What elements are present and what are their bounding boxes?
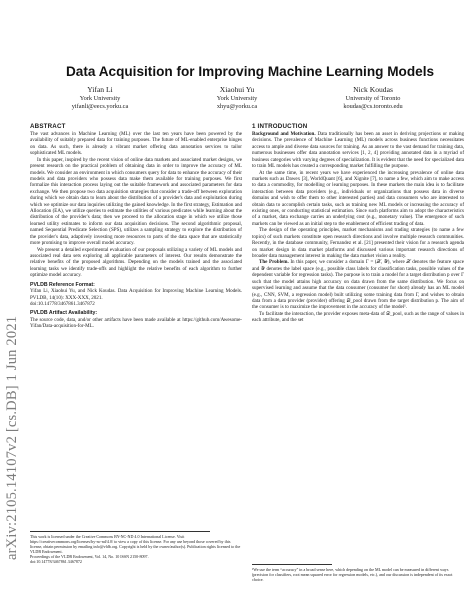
footnote-divider <box>252 564 332 565</box>
proceedings-text: Proceedings of the VLDB Endowment, Vol. 14, No. 10 ISSN 2150-8097. <box>30 554 149 560</box>
author-block <box>30 85 170 111</box>
arxiv-identifier: arXiv:2105.14107v2 [cs.DB] 1 Jun 2021 <box>4 315 20 560</box>
footnote <box>252 567 464 582</box>
footer-divider <box>30 531 210 532</box>
footnote-text: ¹We use the term “accuracy” in a broad sense here, which depending on the ML model can be measured in different ways (precision for classifiers, root mean squared error for regression models, etc.), and our discussion is independent of its exact choice. <box>252 567 453 583</box>
problem-paragraph: In this paper, we consider a domain Γ = (𝒳, 𝒴), where 𝒳 denotes the feature space and 𝒴 denotes the label space (e.g., possible class labels for classification tasks, possible values of the dependent variable for regression tasks). The purpose is to train a model for a target distribution p over Γ such that the model attains high accuracy on data drawn from the same distribution. We focus on supervised learning and assume that the data consumer (consumer for short) already has an ML model (e.g., CNN, SVM, a regression model) built utilizing some training data from Γ, and wishes to obtain data from a data provider (provider) offering 𝒟_pool drawn from the target distribution p. The aim of the consumer is to maximize the improvement in the accuracy of the model¹. <box>252 259 464 311</box>
artifact-text: The source code, data, and/or other artifacts have been made available at https://github.com/Awesome-Yifan/Data-acquisition-for-ML. <box>30 316 242 330</box>
intro-paragraph: At the same time, in recent years we have experienced the increasing prevalence of online data markets such as Dawex [3], WorldQuant [6], and Xignite [7], to name a few, which aim to make access to data a commodity, for modelling or learning purposes. In these markets the main idea is to facilitate interaction between data providers (e.g., individuals or organizations that possess data in diverse domains and wish to offer them to other interested parties) and data consumers who are interested to obtain data to accomplish certain tasks, such as training new ML models or increasing the accuracy of existing ones, or conducting statistical estimation. Since such platforms aim to adopt the characteristics of a market, data exchange carries an underlying cost (e.g., monetary value). The emergence of such markets can be viewed as an initial step to the enablement of efficient trading of data. <box>252 169 464 227</box>
author-block <box>303 85 443 111</box>
author-block <box>167 85 307 111</box>
footer-doi: doi:10.14778/3467861.3467872 <box>30 559 82 565</box>
author-name: Yifan Li <box>87 85 113 94</box>
reference-format-heading: PVLDB Reference Format: <box>30 281 95 288</box>
abstract-paragraph: We present a detailed experimental evaluation of our proposals utilizing a variety of ML models and associated real data sets exploring all applicable parameters of interest. Our results demonstrate the relative benefits of the proposed algorithms. Depending on the models trained and the associated learning tasks we identify trade-offs and highlight the relative benefits of each algorithm to further optimize model accuracy. <box>30 246 242 279</box>
introduction-heading: 1 INTRODUCTION <box>252 123 308 130</box>
author-name: Nick Koudas <box>353 85 393 94</box>
paragraph-lead: Background and Motivation. <box>252 131 316 137</box>
author-email: xhyu@yorku.ca <box>216 102 258 110</box>
abstract-heading: ABSTRACT <box>30 123 66 130</box>
abstract-paragraph: In this paper, inspired by the recent vision of online data markets and associated market designs, we present research on the practical problem of obtaining data in order to improve the accuracy of ML models. We consider an environment in which consumers query for data to enhance the accuracy of their models and data providers who possess data make them available for training purposes. We first formalize this interaction process laying out the suitable framework and associated parameters for data exchange. We then propose two data acquisition strategies that consider a trade-off between exploration during which we obtain data to learn about the distribution of a provider's data and exploitation during which we optimize our data inquiries utilizing the gained knowledge. In the first strategy, Estimation and Allocation (EA), we utilize queries to estimate the utilities of various predicates while learning about the distribution of the provider's data; then we proceed to the allocation stage in which we utilize those learned utility estimates to inform our data acquisition decisions. The second algorithmic proposal, named Sequential Predicate Selection (SPS), utilizes a sampling strategy to explore the distribution of the provider's data, adaptively investing more resources to parts of the data space that are statistically more promising to improve overall model accuracy. <box>30 156 243 247</box>
reference-format-text: Yifan Li, Xiaohui Yu, and Nick Koudas. Data Acquisition for Improving Machine Learning Models. PVLDB, 14(10): XXX-XXX, 2021. <box>30 288 242 301</box>
license-footer <box>30 534 242 564</box>
right-column <box>252 123 464 324</box>
intro-paragraph: Data traditionally has been an asset in deriving projections or making decisions. The prevalence of Machine Learning (ML) models across business functions necessitates access to ample and diverse data sources for training. As an answer to the vast demand for training data, numerous businesses offer data annotation services [1, 2, 4] providing annotated data in a myriad of business categories with varying degrees of specialization. It is evident that the need for specialized data to train ML models has created a corresponding market fulfilling the purpose. <box>252 131 464 170</box>
author-email: yifanli@eecs.yorku.ca <box>71 102 129 110</box>
paper-title: Data Acquisition for Improving Machine Learning Models <box>65 64 435 79</box>
author-affiliation: York University <box>216 94 258 102</box>
intro-paragraph: The design of the operating principles, market mechanisms and trading strategies (to name a few topics) of such markets constitute open research directions and involve multiple research communities. Recently, in the database community, Fernandez et al. [21] presented their vision for a research agenda on market design in data market platforms and discussed various important research directions of broader data management interest in making the data market vision a reality. <box>252 227 464 260</box>
artifact-heading: PVLDB Artifact Availability: <box>30 310 98 317</box>
paragraph-lead: The Problem. <box>259 259 289 266</box>
left-column <box>30 123 242 330</box>
abstract-paragraph: The vast advances in Machine Learning (ML) over the last ten years have been powered by the availability of suitably prepared data for training purposes. The future of ML-enabled enterprise hinges on data. As such, there is already a vibrant market offering data annotation services to tailor sophisticated ML models. <box>30 131 242 157</box>
author-name: Xiaohui Yu <box>219 85 255 94</box>
author-affiliation: York University <box>79 94 121 102</box>
reference-doi: doi:10.14778/3467861.3467872 <box>30 300 95 307</box>
author-email: koudas@cs.toronto.edu <box>343 102 403 110</box>
author-affiliation: University of Toronto <box>345 94 401 102</box>
problem-paragraph: To facilitate the interaction, the provider exposes meta-data of 𝒟_pool, such as the range of values in each attribute, and the set <box>252 310 464 324</box>
license-text: This work is licensed under the Creative Commons BY-NC-ND 4.0 International License. Visit https://creativecommons.org/licenses/by-nc-nd/4.0/ to view a copy of this license. For any use beyond those covered by this license, obtain permission by emailing info@vldb.org. Copyright is held by the owner/author(s). Publication rights licensed to the VLDB Endowment. <box>30 534 241 555</box>
